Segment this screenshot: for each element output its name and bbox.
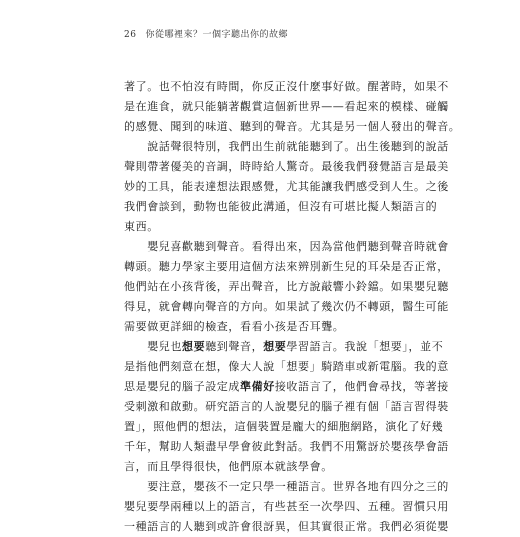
text-line bbox=[124, 257, 449, 277]
text-line bbox=[124, 157, 449, 177]
text-line bbox=[124, 237, 449, 257]
text-line bbox=[124, 277, 449, 297]
line-text: 嬰兒也 bbox=[124, 340, 182, 353]
line-text: 一種語言的人聽到或許會很訝異，但其實很正常。我們必須從嬰 bbox=[124, 520, 449, 533]
text-line bbox=[124, 477, 449, 497]
text-line bbox=[124, 337, 444, 357]
book-title: 你從哪裡來？一個字聽出你的故鄉 bbox=[145, 30, 288, 40]
line-text: 轉頭。聽力學家主要用這個方法來辨別新生兒的耳朵是否正常， bbox=[124, 260, 449, 273]
text-line bbox=[124, 117, 461, 137]
text-line bbox=[124, 297, 449, 317]
line-text: 受刺激和啟動。研究語言的人說嬰兒的腦子裡有個「語言習得裝 bbox=[124, 400, 449, 413]
line-text: 需要做更詳細的檢查，看看小孩是否耳聾。 bbox=[124, 320, 345, 333]
text-line bbox=[124, 97, 449, 117]
line-text: 東西。 bbox=[124, 220, 159, 233]
line-text: 是在進食，就只能躺著觀賞這個新世界——看起來的模樣、碰觸 bbox=[124, 100, 449, 113]
text-line bbox=[124, 197, 438, 217]
line-text: 他們站在小孩背後，弄出聲音，比方說敲響小鈴鐺。如果嬰兒聽 bbox=[124, 280, 449, 293]
line-text: 置」，照他們的想法，這個裝置是龐大的細胞網路，演化了好幾 bbox=[124, 420, 444, 433]
page-number: 26 bbox=[124, 30, 137, 40]
line-text: 著了。也不怕沒有時間，你反正沒什麼事好做。醒著時，如果不 bbox=[124, 80, 449, 93]
line-text: 的感覺、聞到的味道、聽到的聲音。尤其是另一個人發出的聲音。 bbox=[124, 120, 461, 133]
line-text: 思是嬰兒的腦子設定成 bbox=[124, 380, 240, 393]
line-text: 我們會談到，動物也能彼此溝通，但沒有可堪比擬人類語言的 bbox=[124, 200, 438, 213]
text-line bbox=[124, 177, 449, 197]
emphasis-text: 準備好 bbox=[240, 380, 275, 393]
text-line bbox=[124, 437, 449, 457]
text-line bbox=[124, 217, 394, 237]
line-text: 千年，幫助人類盡早學會彼此對話。我們不用驚訝於嬰孩學會語 bbox=[124, 440, 449, 453]
line-text: 是指他們刻意在想，像大人說「想要」騎踏車或新電腦。我的意 bbox=[124, 360, 449, 373]
text-line bbox=[124, 137, 449, 157]
text-line bbox=[124, 317, 394, 337]
text-line bbox=[124, 77, 449, 97]
line-text: 得見，就會轉向聲音的方向。如果試了幾次仍不轉頭，醫生可能 bbox=[124, 300, 449, 313]
text-line bbox=[124, 357, 449, 377]
body-text bbox=[124, 77, 461, 537]
line-text: 聽到聲音， bbox=[205, 340, 264, 353]
text-line bbox=[124, 457, 394, 477]
line-text: 要注意，嬰孩不一定只學一種語言。世界各地有四分之三的 bbox=[124, 480, 449, 493]
text-line bbox=[124, 397, 449, 417]
line-text: 嬰兒喜歡聽到聲音。看得出來，因為當他們聽到聲音時就會 bbox=[124, 240, 449, 253]
text-line bbox=[124, 517, 449, 537]
running-head bbox=[124, 27, 288, 40]
line-text: 言，而且學得很快，他們原本就該學會。 bbox=[124, 460, 333, 473]
line-text: 妙的工具，能表達想法跟感覺，尤其能讓我們感受到人生。之後 bbox=[124, 180, 449, 193]
text-line bbox=[124, 497, 449, 517]
line-text: 學習語言。我說「想要」，並不 bbox=[286, 340, 444, 353]
line-text: 嬰兒要學兩種以上的語言，有些甚至一次學四、五種。習慣只用 bbox=[124, 500, 449, 513]
line-text: 聲則帶著優美的音調，時時給人驚奇。最後我們發覺語言是最美 bbox=[124, 160, 449, 173]
text-line bbox=[124, 377, 449, 397]
emphasis-text: 想要 bbox=[263, 340, 287, 353]
line-text: 接收語言了，他們會尋找，等著接 bbox=[274, 380, 449, 393]
emphasis-text: 想要 bbox=[182, 340, 206, 353]
line-text: 說話聲很特別，我們出生前就能聽到了。出生後聽到的說話 bbox=[124, 140, 449, 153]
text-line bbox=[124, 417, 444, 437]
